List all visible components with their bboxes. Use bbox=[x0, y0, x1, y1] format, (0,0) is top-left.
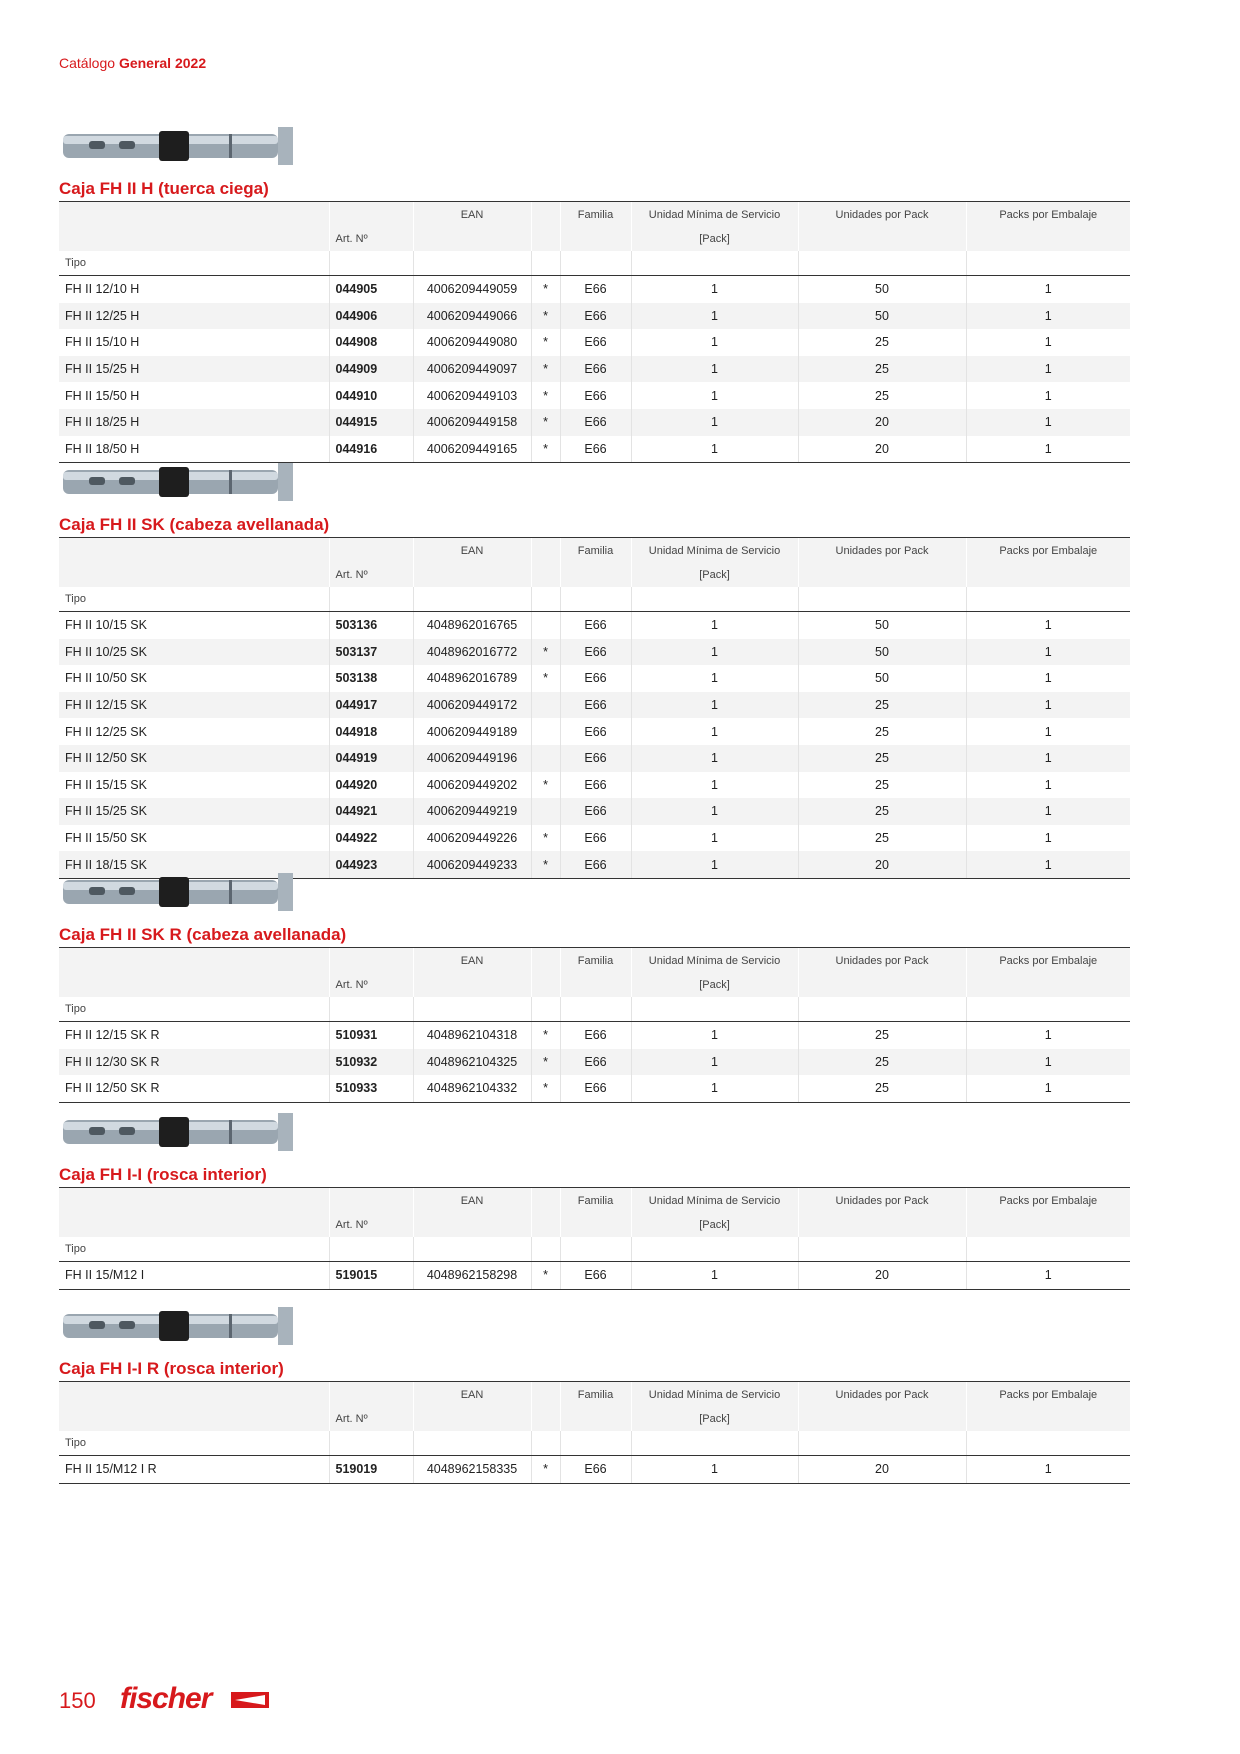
cell-fam: E66 bbox=[560, 329, 631, 356]
cell-upack: 25 bbox=[798, 745, 966, 772]
cell-fam: E66 bbox=[560, 1262, 631, 1290]
col-unidades-pack: Unidades por Pack bbox=[798, 538, 966, 564]
col-pack-unit: [Pack] bbox=[631, 227, 798, 251]
cell-umin: 1 bbox=[631, 1075, 798, 1102]
cell-umin: 1 bbox=[631, 303, 798, 330]
cell-upack: 50 bbox=[798, 303, 966, 330]
cell-pemb: 1 bbox=[966, 612, 1130, 639]
table-row bbox=[59, 1075, 1130, 1102]
cell-umin: 1 bbox=[631, 718, 798, 745]
cell-pemb: 1 bbox=[966, 825, 1130, 852]
cell-star: * bbox=[531, 1049, 560, 1076]
cell-star: * bbox=[531, 665, 560, 692]
cell-tipo: FH II 15/50 H bbox=[65, 388, 140, 403]
cell-fam: E66 bbox=[560, 303, 631, 330]
cell-pemb: 1 bbox=[966, 1262, 1130, 1290]
cell-star: * bbox=[531, 825, 560, 852]
cell-fam: E66 bbox=[560, 745, 631, 772]
cell-fam: E66 bbox=[560, 772, 631, 799]
section-title: Caja FH I-I (rosca interior) bbox=[59, 1165, 267, 1184]
cell-tipo: FH II 12/15 SK R bbox=[65, 1028, 160, 1043]
cell-ean: 4006209449158 bbox=[413, 409, 531, 436]
cell-umin: 1 bbox=[631, 825, 798, 852]
cell-upack: 25 bbox=[798, 825, 966, 852]
product-image bbox=[59, 1101, 1130, 1163]
col-ean: EAN bbox=[413, 538, 531, 564]
col-tipo: Tipo bbox=[59, 587, 329, 612]
product-table bbox=[59, 537, 1130, 879]
cell-umin: 1 bbox=[631, 382, 798, 409]
cell-tipo: FH II 15/M12 I R bbox=[59, 1456, 329, 1484]
col-familia: Familia bbox=[560, 202, 631, 228]
cell-ean: 4048962104318 bbox=[413, 1022, 531, 1049]
table-row bbox=[59, 276, 1130, 303]
product-table bbox=[59, 1187, 1130, 1290]
cell-pemb: 1 bbox=[966, 409, 1130, 436]
col-unidades-pack: Unidades por Pack bbox=[798, 948, 966, 974]
col-unidades-pack: Unidades por Pack bbox=[798, 202, 966, 228]
cell-pemb: 1 bbox=[966, 718, 1130, 745]
cell-tipo: FH II 10/50 SK bbox=[65, 671, 147, 686]
section-title: Caja FH I-I R (rosca interior) bbox=[59, 1359, 284, 1378]
cell-tipo: FH II 12/50 SK R bbox=[59, 1075, 329, 1102]
cell-fam: E66 bbox=[560, 409, 631, 436]
cell-pemb: 1 bbox=[966, 329, 1130, 356]
cell-star: * bbox=[531, 639, 560, 666]
table-row bbox=[59, 639, 1130, 666]
cell-tipo: FH II 15/25 SK bbox=[65, 804, 147, 819]
cell-upack: 25 bbox=[798, 1075, 966, 1102]
cell-art: 044906 bbox=[329, 303, 413, 330]
cell-art: 044910 bbox=[329, 382, 413, 409]
cell-pemb: 1 bbox=[966, 1075, 1130, 1102]
col-pack-unit: [Pack] bbox=[631, 563, 798, 587]
cell-star: * bbox=[531, 382, 560, 409]
cell-tipo: FH II 10/15 SK bbox=[65, 618, 147, 633]
cell-umin: 1 bbox=[631, 276, 798, 303]
table-row bbox=[59, 718, 1130, 745]
cell-pemb: 1 bbox=[966, 276, 1130, 303]
table-row bbox=[59, 745, 1130, 772]
cell-ean: 4006209449059 bbox=[413, 276, 531, 303]
cell-star: * bbox=[531, 276, 560, 303]
anchor-bolt-icon bbox=[59, 861, 319, 923]
cell-umin: 1 bbox=[631, 851, 798, 878]
cell-tipo: FH II 18/25 H bbox=[65, 415, 140, 430]
col-unidades-pack: Unidades por Pack bbox=[798, 1382, 966, 1408]
cell-art: 044918 bbox=[329, 718, 413, 745]
cell-upack: 25 bbox=[798, 329, 966, 356]
cell-ean: 4006209449097 bbox=[413, 356, 531, 383]
cell-fam: E66 bbox=[560, 1456, 631, 1484]
cell-upack: 20 bbox=[798, 1262, 966, 1290]
section-title: Caja FH II H (tuerca ciega) bbox=[59, 179, 269, 198]
cell-tipo: FH II 15/25 H bbox=[65, 362, 140, 377]
cell-tipo: FH II 12/15 SK bbox=[65, 698, 147, 713]
product-table bbox=[59, 947, 1130, 1103]
cell-star: * bbox=[531, 1262, 560, 1290]
cell-art: 044920 bbox=[329, 772, 413, 799]
col-tipo: Tipo bbox=[59, 997, 329, 1022]
cell-upack: 25 bbox=[798, 772, 966, 799]
col-packs-embalaje: Packs por Embalaje bbox=[966, 948, 1130, 974]
anchor-bolt-icon bbox=[59, 1101, 319, 1163]
cell-upack: 25 bbox=[798, 692, 966, 719]
cell-upack: 25 bbox=[798, 1049, 966, 1076]
table-row bbox=[59, 1456, 1130, 1484]
cell-umin: 1 bbox=[631, 798, 798, 825]
table-row bbox=[59, 665, 1130, 692]
cell-art: 044922 bbox=[329, 825, 413, 852]
cell-fam: E66 bbox=[560, 851, 631, 878]
col-unidad-minima: Unidad Mínima de Servicio bbox=[631, 1188, 798, 1214]
cell-pemb: 1 bbox=[966, 436, 1130, 463]
cell-tipo: FH II 12/30 SK R bbox=[65, 1054, 160, 1069]
cell-art: 510932 bbox=[329, 1049, 413, 1076]
cell-fam: E66 bbox=[560, 382, 631, 409]
cell-upack: 50 bbox=[798, 639, 966, 666]
cell-star bbox=[531, 798, 560, 825]
cell-ean: 4006209449165 bbox=[413, 436, 531, 463]
cell-pemb: 1 bbox=[966, 1456, 1130, 1484]
cell-tipo: FH II 10/25 SK bbox=[65, 644, 147, 659]
cell-art: 503138 bbox=[329, 665, 413, 692]
cell-pemb: 1 bbox=[966, 798, 1130, 825]
product-section-2 bbox=[59, 451, 1130, 879]
anchor-bolt-icon bbox=[59, 451, 319, 513]
page-number: 150 bbox=[59, 1688, 96, 1713]
cell-star: * bbox=[531, 1456, 560, 1484]
col-pack-unit: [Pack] bbox=[631, 1213, 798, 1237]
cell-pemb: 1 bbox=[966, 639, 1130, 666]
cell-star: * bbox=[531, 772, 560, 799]
col-tipo: Tipo bbox=[59, 1237, 329, 1262]
col-unidad-minima: Unidad Mínima de Servicio bbox=[631, 1382, 798, 1408]
cell-art: 044921 bbox=[329, 798, 413, 825]
cell-art: 044916 bbox=[329, 436, 413, 463]
cell-pemb: 1 bbox=[966, 303, 1130, 330]
cell-star: * bbox=[531, 1075, 560, 1102]
table-row bbox=[59, 1262, 1130, 1290]
cell-art: 044909 bbox=[329, 356, 413, 383]
cell-upack: 20 bbox=[798, 436, 966, 463]
cell-star: * bbox=[531, 303, 560, 330]
cell-fam: E66 bbox=[560, 356, 631, 383]
col-art: Art. Nº bbox=[329, 227, 413, 251]
cell-umin: 1 bbox=[631, 692, 798, 719]
table-row bbox=[59, 1022, 1130, 1049]
cell-star: * bbox=[531, 436, 560, 463]
cell-pemb: 1 bbox=[966, 356, 1130, 383]
cell-tipo: FH II 15/15 SK bbox=[65, 777, 147, 792]
cell-art: 519019 bbox=[329, 1456, 413, 1484]
cell-ean: 4006209449172 bbox=[413, 692, 531, 719]
col-unidad-minima: Unidad Mínima de Servicio bbox=[631, 948, 798, 974]
cell-fam: E66 bbox=[560, 718, 631, 745]
cell-pemb: 1 bbox=[966, 1049, 1130, 1076]
col-unidades-pack: Unidades por Pack bbox=[798, 1188, 966, 1214]
cell-upack: 25 bbox=[798, 356, 966, 383]
product-image bbox=[59, 1295, 1130, 1357]
anchor-bolt-icon bbox=[59, 115, 319, 177]
table-row bbox=[59, 825, 1130, 852]
cell-ean: 4006209449103 bbox=[413, 382, 531, 409]
cell-star bbox=[531, 692, 560, 719]
col-packs-embalaje: Packs por Embalaje bbox=[966, 202, 1130, 228]
cell-tipo: FH II 15/10 H bbox=[65, 335, 140, 350]
cell-tipo: FH II 12/25 SK bbox=[65, 724, 147, 739]
cell-tipo: FH II 12/10 H bbox=[65, 282, 140, 297]
cell-umin: 1 bbox=[631, 409, 798, 436]
col-packs-embalaje: Packs por Embalaje bbox=[966, 538, 1130, 564]
cell-fam: E66 bbox=[560, 798, 631, 825]
table-row bbox=[59, 329, 1130, 356]
cell-pemb: 1 bbox=[966, 851, 1130, 878]
cell-umin: 1 bbox=[631, 772, 798, 799]
product-section-1 bbox=[59, 115, 1130, 463]
cell-umin: 1 bbox=[631, 639, 798, 666]
cell-art: 044919 bbox=[329, 745, 413, 772]
col-pack-unit: [Pack] bbox=[631, 1407, 798, 1431]
cell-art: 510933 bbox=[329, 1075, 413, 1102]
cell-tipo: FH II 12/25 H bbox=[65, 308, 140, 323]
cell-star: * bbox=[531, 1022, 560, 1049]
cell-ean: 4006209449066 bbox=[413, 303, 531, 330]
cell-upack: 20 bbox=[798, 851, 966, 878]
cell-art: 519015 bbox=[329, 1262, 413, 1290]
table-row bbox=[59, 356, 1130, 383]
product-section-3 bbox=[59, 861, 1130, 1103]
product-table bbox=[59, 201, 1130, 463]
col-unidad-minima: Unidad Mínima de Servicio bbox=[631, 538, 798, 564]
col-art: Art. Nº bbox=[329, 563, 413, 587]
col-familia: Familia bbox=[560, 948, 631, 974]
table-row bbox=[59, 798, 1130, 825]
cell-star bbox=[531, 745, 560, 772]
product-image bbox=[59, 861, 1130, 923]
col-ean: EAN bbox=[413, 1382, 531, 1408]
cell-ean: 4048962158335 bbox=[413, 1456, 531, 1484]
col-ean: EAN bbox=[413, 202, 531, 228]
fischer-logo: fischer bbox=[120, 1682, 212, 1715]
cell-art: 503137 bbox=[329, 639, 413, 666]
cell-art: 503136 bbox=[329, 612, 413, 639]
cell-fam: E66 bbox=[560, 436, 631, 463]
cell-star: * bbox=[531, 851, 560, 878]
cell-ean: 4006209449233 bbox=[413, 851, 531, 878]
col-familia: Familia bbox=[560, 1382, 631, 1408]
col-packs-embalaje: Packs por Embalaje bbox=[966, 1188, 1130, 1214]
cell-upack: 50 bbox=[798, 276, 966, 303]
cell-umin: 1 bbox=[631, 436, 798, 463]
cell-pemb: 1 bbox=[966, 1022, 1130, 1049]
table-row bbox=[59, 303, 1130, 330]
cell-tipo: FH II 18/15 SK bbox=[59, 851, 329, 878]
cell-star: * bbox=[531, 409, 560, 436]
cell-ean: 4006209449189 bbox=[413, 718, 531, 745]
cell-pemb: 1 bbox=[966, 382, 1130, 409]
fischer-logo-icon bbox=[231, 1692, 269, 1708]
cell-art: 044905 bbox=[329, 276, 413, 303]
cell-upack: 25 bbox=[798, 718, 966, 745]
table-row bbox=[59, 772, 1130, 799]
cell-umin: 1 bbox=[631, 1049, 798, 1076]
cell-upack: 20 bbox=[798, 409, 966, 436]
cell-ean: 4048962016765 bbox=[413, 612, 531, 639]
cell-art: 044908 bbox=[329, 329, 413, 356]
col-familia: Familia bbox=[560, 1188, 631, 1214]
cell-umin: 1 bbox=[631, 612, 798, 639]
table-row bbox=[59, 1049, 1130, 1076]
col-familia: Familia bbox=[560, 538, 631, 564]
cell-upack: 25 bbox=[798, 382, 966, 409]
cell-ean: 4006209449196 bbox=[413, 745, 531, 772]
product-image bbox=[59, 451, 1130, 513]
cell-fam: E66 bbox=[560, 825, 631, 852]
cell-umin: 1 bbox=[631, 745, 798, 772]
cell-ean: 4006209449219 bbox=[413, 798, 531, 825]
section-title: Caja FH II SK R (cabeza avellanada) bbox=[59, 925, 347, 944]
cell-tipo: FH II 18/50 H bbox=[59, 436, 329, 463]
table-row bbox=[59, 382, 1130, 409]
col-pack-unit: [Pack] bbox=[631, 973, 798, 997]
cell-fam: E66 bbox=[560, 639, 631, 666]
cell-tipo: FH II 12/50 SK bbox=[65, 751, 147, 766]
cell-ean: 4006209449202 bbox=[413, 772, 531, 799]
cell-upack: 25 bbox=[798, 798, 966, 825]
product-table bbox=[59, 1381, 1130, 1484]
col-art: Art. Nº bbox=[329, 1213, 413, 1237]
cell-pemb: 1 bbox=[966, 772, 1130, 799]
cell-pemb: 1 bbox=[966, 665, 1130, 692]
cell-fam: E66 bbox=[560, 1075, 631, 1102]
cell-fam: E66 bbox=[560, 665, 631, 692]
cell-fam: E66 bbox=[560, 1049, 631, 1076]
cell-umin: 1 bbox=[631, 665, 798, 692]
product-image bbox=[59, 115, 1130, 177]
table-row bbox=[59, 692, 1130, 719]
cell-umin: 1 bbox=[631, 356, 798, 383]
col-art: Art. Nº bbox=[329, 1407, 413, 1431]
cell-fam: E66 bbox=[560, 1022, 631, 1049]
cell-ean: 4048962104325 bbox=[413, 1049, 531, 1076]
cell-ean: 4006209449226 bbox=[413, 825, 531, 852]
cell-upack: 25 bbox=[798, 1022, 966, 1049]
cell-star bbox=[531, 612, 560, 639]
cell-umin: 1 bbox=[631, 1022, 798, 1049]
header-prefix: Catálogo bbox=[59, 55, 119, 71]
cell-tipo: FH II 15/50 SK bbox=[65, 831, 147, 846]
cell-ean: 4048962016789 bbox=[413, 665, 531, 692]
cell-upack: 50 bbox=[798, 665, 966, 692]
cell-art: 510931 bbox=[329, 1022, 413, 1049]
cell-umin: 1 bbox=[631, 1456, 798, 1484]
table-row bbox=[59, 612, 1130, 639]
cell-umin: 1 bbox=[631, 1262, 798, 1290]
col-unidad-minima: Unidad Mínima de Servicio bbox=[631, 202, 798, 228]
col-tipo: Tipo bbox=[59, 251, 329, 276]
cell-ean: 4048962104332 bbox=[413, 1075, 531, 1102]
cell-fam: E66 bbox=[560, 692, 631, 719]
section-title: Caja FH II SK (cabeza avellanada) bbox=[59, 515, 330, 534]
cell-tipo: FH II 15/M12 I bbox=[59, 1262, 329, 1290]
catalog-header bbox=[59, 55, 206, 71]
col-packs-embalaje: Packs por Embalaje bbox=[966, 1382, 1130, 1408]
cell-ean: 4048962158298 bbox=[413, 1262, 531, 1290]
cell-fam: E66 bbox=[560, 612, 631, 639]
cell-ean: 4006209449080 bbox=[413, 329, 531, 356]
header-bold: General 2022 bbox=[118, 55, 207, 71]
col-tipo: Tipo bbox=[59, 1431, 329, 1456]
cell-fam: E66 bbox=[560, 276, 631, 303]
cell-upack: 20 bbox=[798, 1456, 966, 1484]
cell-art: 044923 bbox=[329, 851, 413, 878]
cell-star: * bbox=[531, 329, 560, 356]
cell-art: 044915 bbox=[329, 409, 413, 436]
col-art: Art. Nº bbox=[329, 973, 413, 997]
cell-star: * bbox=[531, 356, 560, 383]
cell-pemb: 1 bbox=[966, 692, 1130, 719]
col-ean: EAN bbox=[413, 948, 531, 974]
col-ean: EAN bbox=[413, 1188, 531, 1214]
cell-umin: 1 bbox=[631, 329, 798, 356]
cell-upack: 50 bbox=[798, 612, 966, 639]
cell-pemb: 1 bbox=[966, 745, 1130, 772]
table-row bbox=[59, 409, 1130, 436]
cell-ean: 4048962016772 bbox=[413, 639, 531, 666]
anchor-bolt-icon bbox=[59, 1295, 319, 1357]
product-section-5 bbox=[59, 1295, 1130, 1484]
cell-star bbox=[531, 718, 560, 745]
cell-art: 044917 bbox=[329, 692, 413, 719]
product-section-4 bbox=[59, 1101, 1130, 1290]
